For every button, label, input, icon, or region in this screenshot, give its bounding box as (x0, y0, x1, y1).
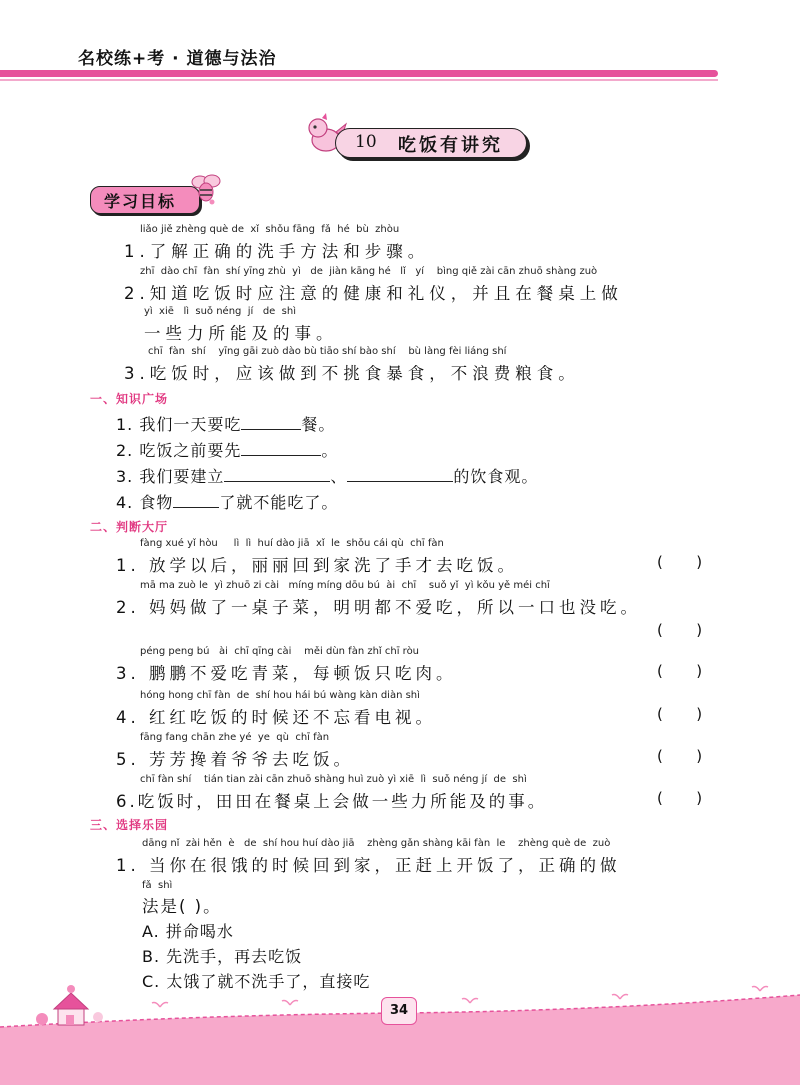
fill-question-3-sep: 、 (330, 467, 348, 486)
choice-1-text-2[interactable]: 法是( )。 (142, 897, 222, 916)
fill-question-4 (116, 490, 338, 513)
answer-blank[interactable] (347, 467, 453, 482)
choice-1-pinyin-2: fǎ shì (142, 880, 173, 891)
judge-3-answer[interactable]: ( ) (657, 662, 703, 680)
page-number: 34 (381, 997, 417, 1025)
fill-question-3-end: 的饮食观。 (453, 467, 539, 486)
judge-6-answer[interactable]: ( ) (657, 789, 703, 807)
fill-question-4-text: 4. 食物 (116, 493, 174, 512)
judge-5-answer[interactable]: ( ) (657, 747, 703, 765)
objective-1-text: 1.了解正确的洗手方法和步骤。 (124, 242, 430, 261)
option-a[interactable]: A. 拼命喝水 (142, 922, 234, 941)
judge-1-answer[interactable]: ( ) (657, 553, 703, 571)
judge-3-text: 3. 鹏鹏不爱吃青菜，每顿饭只吃肉。 (116, 664, 457, 683)
judge-6-text: 6.吃饭时，田田在餐桌上会做一些力所能及的事。 (116, 792, 548, 811)
answer-blank[interactable] (224, 467, 330, 482)
judge-2-pinyin: mā ma zuò le yì zhuō zi cài míng míng dōu bú ài chī suǒ yǐ yì kǒu yě méi chī (140, 580, 550, 591)
answer-blank[interactable] (173, 493, 219, 508)
section-3-title: 三、选择乐园 (90, 818, 169, 832)
option-c[interactable]: C. 太饿了就不洗手了，直接吃 (142, 972, 371, 991)
objective-2-pinyin: zhī dào chī fàn shí yīng zhù yì de jiàn kāng hé lǐ yí bìng qiě zài cān zhuō shàng zuò (140, 266, 598, 277)
judge-2-answer[interactable]: ( ) (657, 621, 703, 639)
objectives-label: 学习目标 (104, 192, 177, 211)
choice-1-text: 1. 当你在很饿的时候回到家，正赶上开饭了，正确的做 (116, 856, 621, 875)
lesson-number: 10 (355, 132, 377, 152)
fill-question-2 (116, 438, 338, 461)
option-b[interactable]: B. 先洗手，再去吃饭 (142, 947, 303, 966)
fill-question-2-text: 2. 吃饭之前要先 (116, 441, 242, 460)
objective-3-pinyin: chī fàn shí yīng gāi zuò dào bù tiāo shí bào shí bù làng fèi liáng shí (148, 346, 507, 357)
section-1-title: 一、知识广场 (90, 392, 169, 406)
judge-4-pinyin: hóng hong chī fàn de shí hou hái bú wàng kàn diàn shì (140, 690, 420, 701)
objective-3-text: 3.吃饭时，应该做到不挑食暴食，不浪费粮食。 (124, 364, 580, 383)
judge-5-text: 5. 芳芳搀着爷爷去吃饭。 (116, 750, 354, 769)
judge-3-pinyin: péng peng bú ài chī qīng cài měi dùn fàn zhǐ chī ròu (140, 646, 420, 657)
section-2-title: 二、判断大厅 (90, 520, 169, 534)
choice-1-pinyin: dāng nǐ zài hěn è de shí hou huí dào jiā zhèng gǎn shàng kāi fàn le zhèng què de zuò (142, 838, 611, 849)
objective-2-text: 2.知道吃饭时应注意的健康和礼仪，并且在餐桌上做 (124, 284, 623, 303)
fill-question-1 (116, 412, 335, 435)
fill-question-1-text: 1. 我们一天要吃 (116, 415, 242, 434)
header-title: 名校练+考 · 道德与法治 (78, 49, 277, 69)
fill-question-1-end: 餐。 (301, 415, 336, 434)
objective-1-pinyin: liǎo jiě zhèng què de xǐ shǒu fāng fǎ hé bù zhòu (140, 224, 400, 235)
header-bar (0, 70, 718, 77)
fill-question-3 (116, 464, 538, 487)
fill-question-3-text: 3. 我们要建立 (116, 467, 225, 486)
header-bar-thin (0, 79, 718, 81)
fill-question-4-end: 了就不能吃了。 (219, 493, 339, 512)
answer-blank[interactable] (241, 441, 321, 456)
judge-4-text: 4. 红红吃饭的时候还不忘看电视。 (116, 708, 436, 727)
judge-6-pinyin: chī fàn shí tián tian zài cān zhuō shàng huì zuò yì xiē lì suǒ néng jí de shì (140, 774, 527, 785)
judge-1-text: 1. 放学以后，丽丽回到家洗了手才去吃饭。 (116, 556, 518, 575)
fill-question-2-end: 。 (321, 441, 339, 460)
answer-blank[interactable] (241, 415, 301, 430)
lesson-title: 吃饭有讲究 (398, 135, 503, 156)
objective-2b-text: 一些力所能及的事。 (144, 324, 338, 343)
judge-4-answer[interactable]: ( ) (657, 705, 703, 723)
bee-icon (188, 172, 224, 206)
judge-2-text: 2. 妈妈做了一桌子菜，明明都不爱吃，所以一口也没吃。 (116, 598, 641, 617)
objective-2b-pinyin: yì xiē lì suǒ néng jí de shì (144, 306, 297, 317)
judge-1-pinyin: fàng xué yǐ hòu lì lì huí dào jiā xǐ le shǒu cái qù chī fàn (140, 538, 444, 549)
judge-5-pinyin: fāng fang chān zhe yé ye qù chī fàn (140, 732, 330, 743)
